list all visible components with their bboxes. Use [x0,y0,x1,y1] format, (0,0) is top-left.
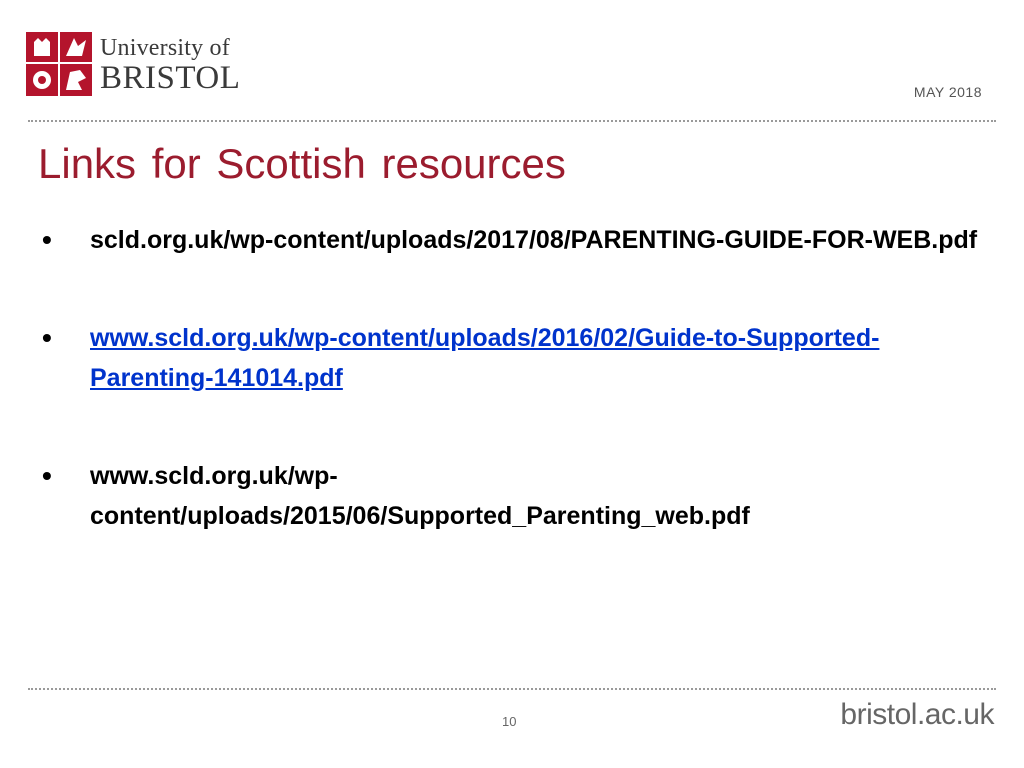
footer-divider [28,688,996,690]
list-item [42,456,982,536]
link-text-3: www.scld.org.uk/wp-content/uploads/2015/06/Supported_Parenting_web.pdf [90,462,750,530]
bullet-icon: • [42,224,52,255]
list-item [42,318,982,398]
bullet-icon: • [42,460,52,491]
hyperlink-2[interactable]: www.scld.org.uk/wp-content/uploads/2016/02/Guide-to-Supported-Parenting-141014.pdf [90,324,880,392]
link-text-1: scld.org.uk/wp-content/uploads/2017/08/PARENTING-GUIDE-FOR-WEB.pdf [90,226,978,254]
logo-wordmark [100,36,240,95]
logo-line-2: BRISTOL [100,60,241,96]
slide-date: MAY 2018 [913,84,982,100]
logo-line-1: University of [100,35,230,61]
page-number: 10 [502,714,517,729]
bristol-crest-icon [26,32,92,96]
header-divider [28,120,996,122]
university-logo [26,30,256,100]
bullet-icon: • [42,322,52,353]
footer-site-url: bristol.ac.uk [840,698,994,731]
list-item [42,220,982,260]
link-list [42,220,982,594]
slide-title: Links for Scottish resources [38,140,566,187]
